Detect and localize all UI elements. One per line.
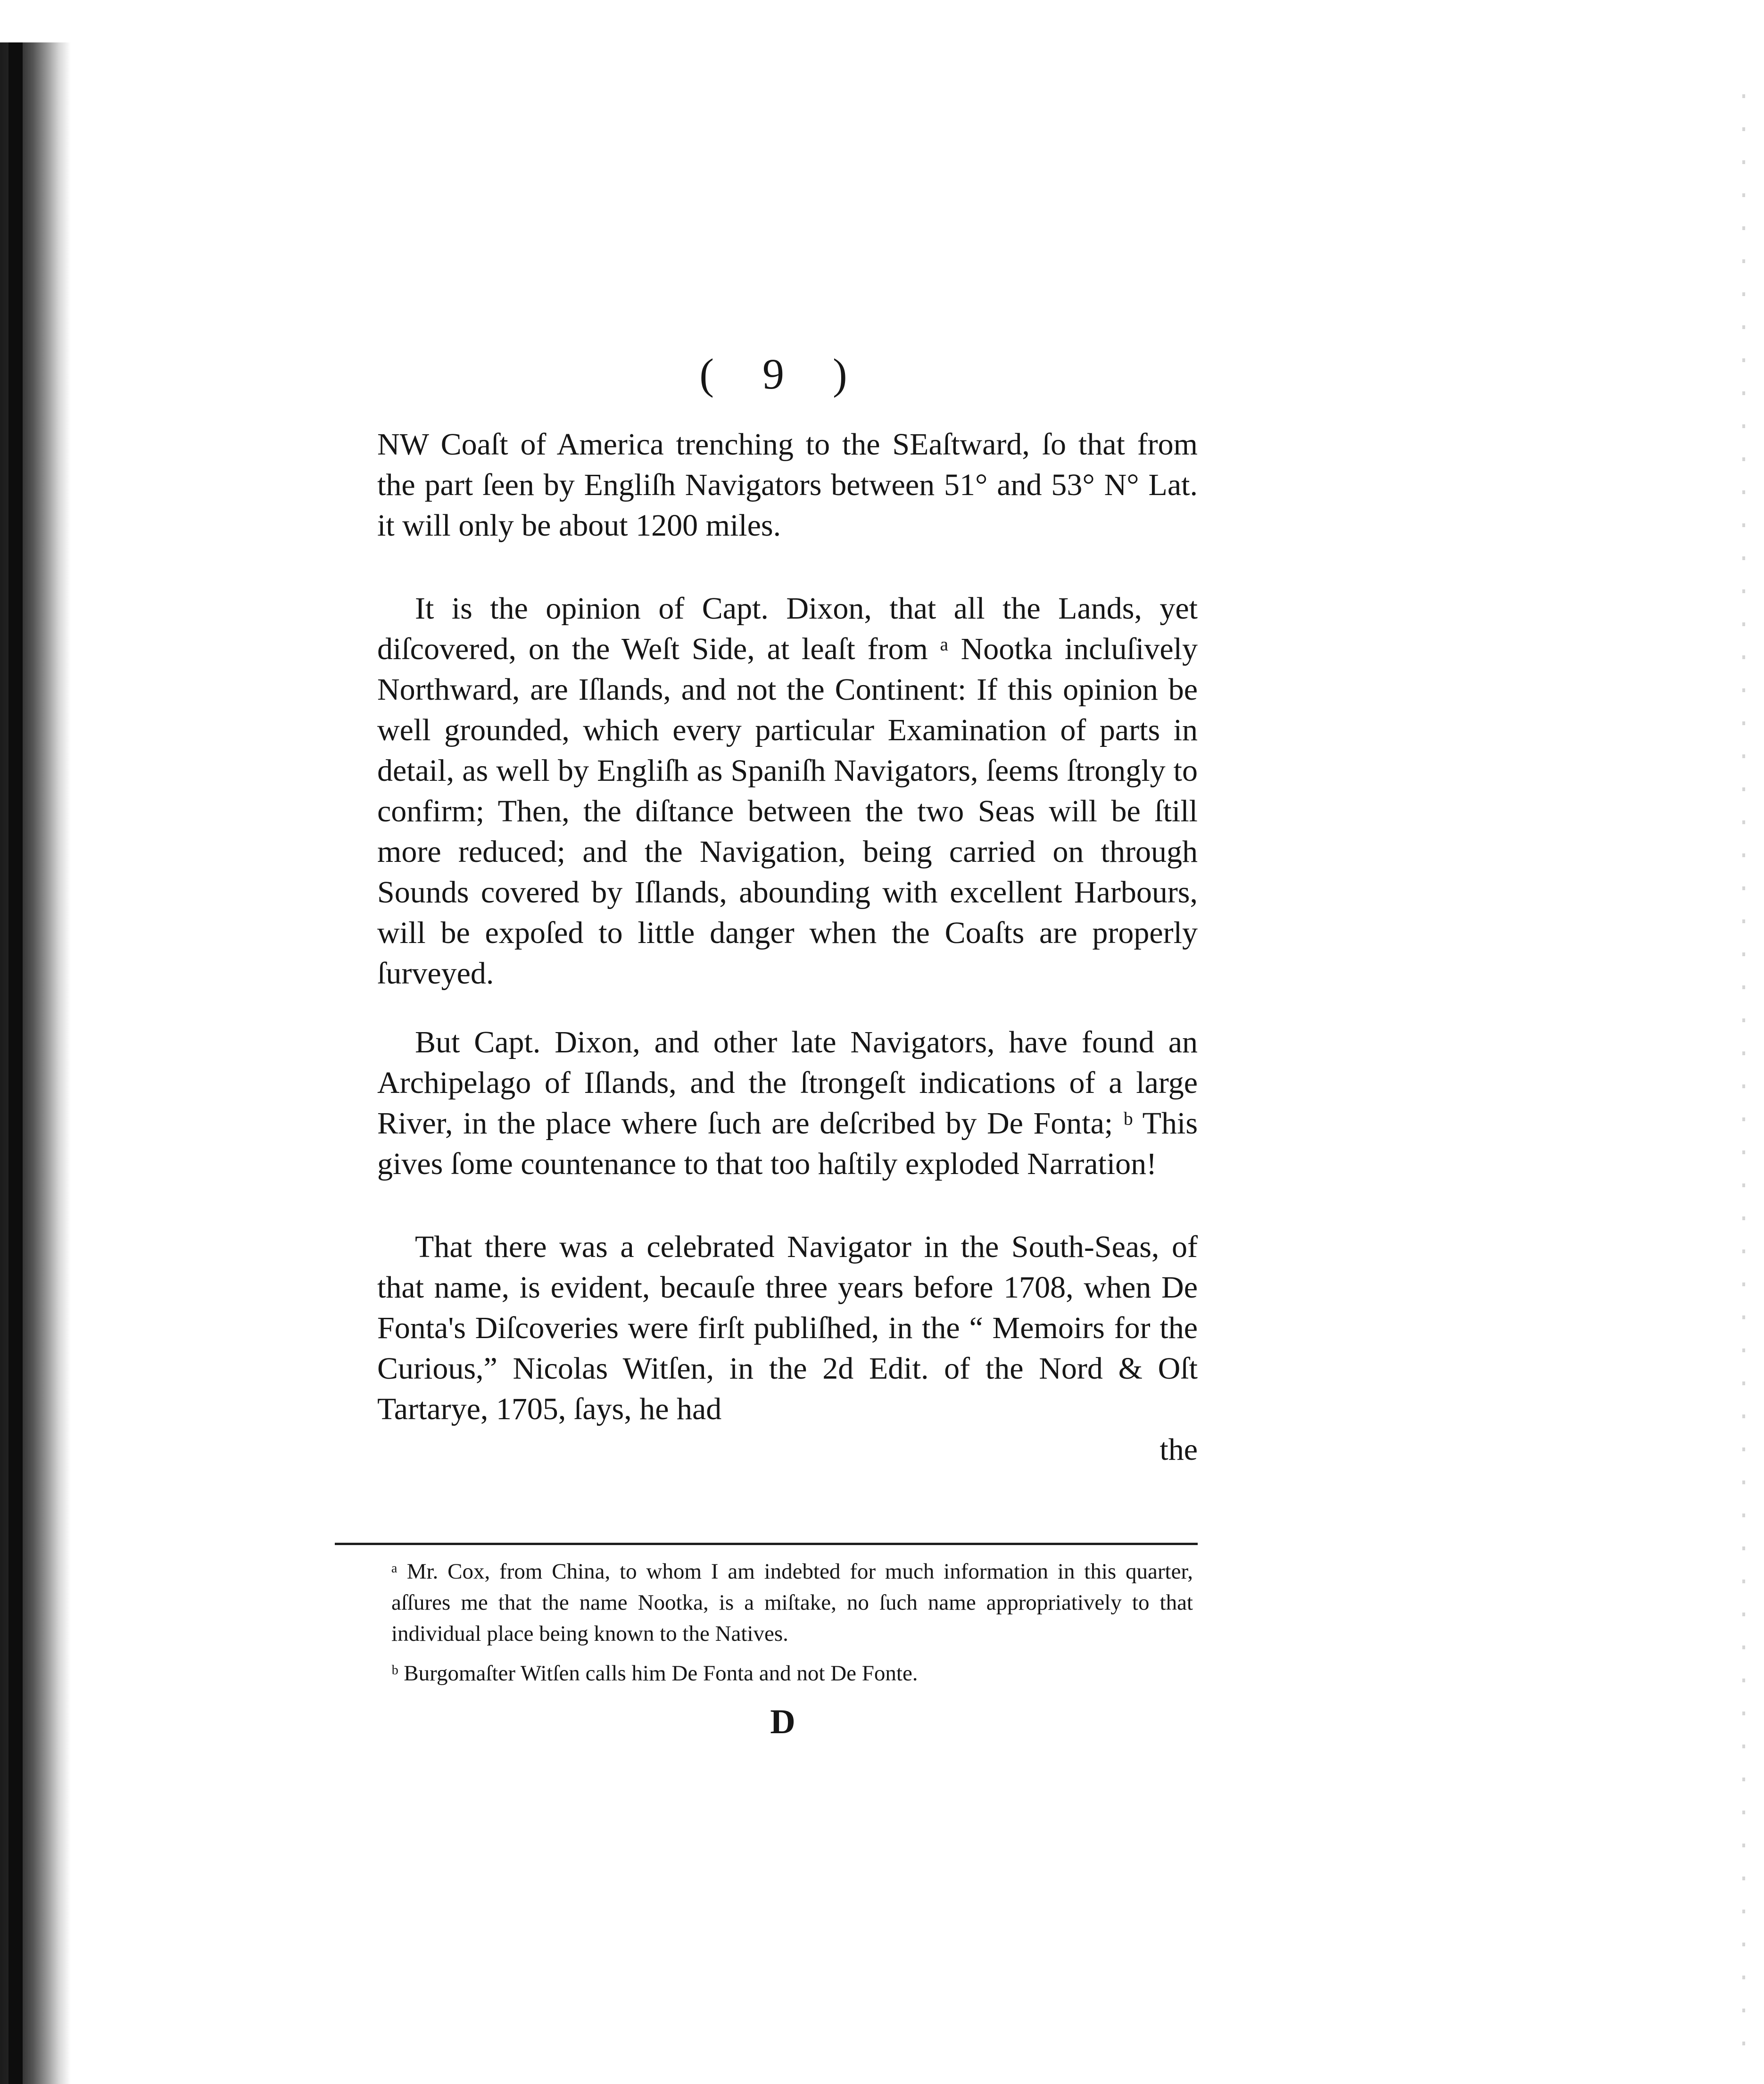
paragraph-archipelago: But Capt. Dixon, and other late Navigators, have found an Archipelago of Iſlands, and the ſtrongeſt indications of a large River, in the place where ſuch are deſcribed by De Fonta; ᵇ This gives ſome countenance to that too haſtily exploded Narration!	[377, 1025, 1198, 1181]
main-text	[377, 424, 1198, 1470]
footnote-b: ᵇ Burgomaſter Witſen calls him De Fonta and not De Fonte.	[391, 1661, 918, 1686]
page-edge-speckle	[1742, 94, 1745, 2051]
footnote-a: ᵃ Mr. Cox, from China, to whom I am indebted for much information in this quarter, aſſures me that the name Nootka, is a miſtake, no ſuch name appropriatively to that individual place being known to the Natives.	[391, 1559, 1193, 1646]
signature-mark: D	[770, 1703, 795, 1741]
paragraph-celebrated-navigator: That there was a celebrated Navigator in the South-Seas, of that name, is evident, becauſe three years before 1708, when De Fonta's Diſcoveries were firſt publiſhed, in the “ Memoirs for the Curious,” Nicolas Witſen, in the 2d Edit. of the Nord & Oſt Tartarye, 1705, ſays, he had	[377, 1230, 1198, 1426]
paragraph-dixon-opinion: It is the opinion of Capt. Dixon, that all the Lands, yet diſcovered, on the Weſt Side, at leaſt from ᵃ Nootka incluſively Northward, are Iſlands, and not the Continent: If this opinion be well grounded, which every particular Examination of parts in detail, as well by Engliſh as Spaniſh Navigators, ſeems ſtrongly to confirm; Then, the diſtance between the two Seas will be ſtill more reduced; and the Navigation, being carried on through Sounds covered by Iſlands, abounding with excellent Harbours, will be expoſed to little danger when the Coaſts are properly ſurveyed.	[377, 591, 1198, 991]
catchword: the	[1159, 1432, 1198, 1467]
page-number: ( 9 )	[699, 350, 866, 398]
book-binding-edge	[8, 42, 23, 2084]
footnote-rule	[335, 1543, 1198, 1545]
paragraph-continued: NW Coaſt of America trenching to the SEaſtward, ſo that from the part ſeen by Engliſh Navigators between 51° and 53° N° Lat. it will only be about 1200 miles.	[377, 427, 1198, 543]
footnotes	[391, 1556, 1193, 1689]
